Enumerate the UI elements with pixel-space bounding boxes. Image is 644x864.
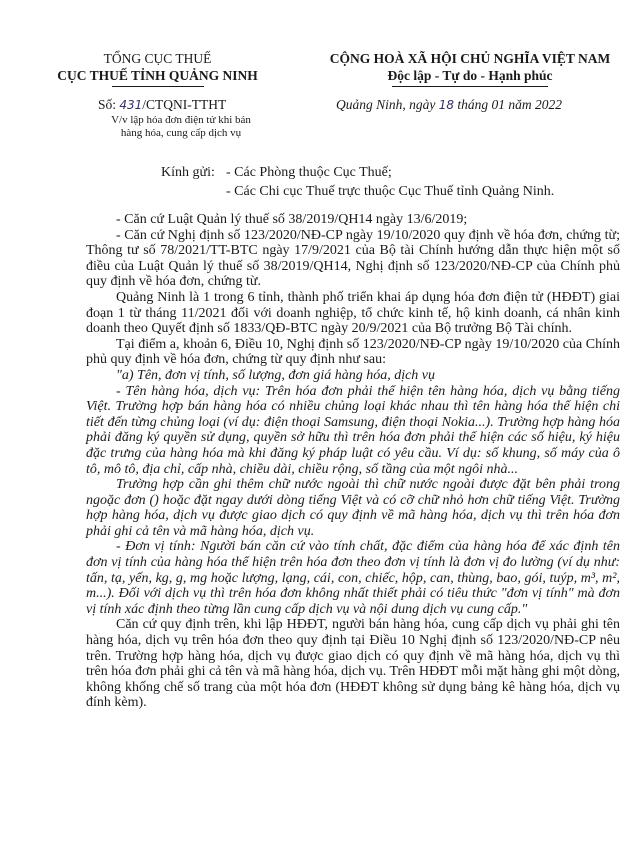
body-paragraph: - Căn cứ Luật Quản lý thuế số 38/2019/QH14 ngày 13/6/2019;: [116, 212, 468, 227]
body-paragraph: Căn cứ quy định trên, khi lập HĐĐT, người bán hàng hóa, cung cấp dịch vụ phải ghi tên hàng hóa, dịch vụ trên hóa đơn theo quy định tại Điều 10 Nghị định số 123/2020/NĐ-CP nêu trên. Trường hợp hàng hóa, dịch vụ được giao dịch có quy định về mã hàng hóa, dịch vụ thì trên hóa đơn phải ghi cả tên và mã hàng hóa, dịch vụ. Trên HĐĐT mỗi mặt hàng ghi một dòng, không khống chế số trang của một hóa đơn (HĐĐT không sử dụng bảng kê hàng hóa, dịch vụ đính kèm).: [86, 617, 620, 711]
office-name: CỤC THUẾ TỈNH QUẢNG NINH: [57, 68, 258, 83]
date-prefix: Quảng Ninh, ngày: [336, 97, 436, 112]
subject-line: V/v lập hóa đơn điện tử khi bán: [111, 114, 251, 126]
motto-underline: [392, 86, 548, 87]
document-subject: [96, 114, 266, 140]
date-suffix: tháng 01 năm 2022: [457, 97, 563, 112]
recipient-item: - Các Phòng thuộc Cục Thuế;: [226, 165, 392, 180]
quoted-paragraph: "a) Tên, đơn vị tính, số lượng, đơn giá hàng hóa, dịch vụ: [116, 367, 436, 383]
document-number-suffix: /CTQNI-TTHT: [142, 97, 227, 112]
date-day: 18: [438, 98, 455, 112]
quoted-paragraph: Trường hợp cần ghi thêm chữ nước ngoài thì chữ nước ngoài được đặt bên phải trong ngoặc đơn () hoặc đặt ngay dưới dòng tiếng Việt và có cỡ chữ nhỏ hơn chữ tiếng Việt. Trường hợp hàng hóa, dịch vụ được giao dịch có quy định về mã hàng hóa, dịch vụ thì trên hóa đơn phải ghi cả tên và mã hàng hóa, dịch vụ.: [86, 477, 620, 539]
nation-name: CỘNG HOÀ XÃ HỘI CHỦ NGHĨA VIỆT NAM: [329, 51, 611, 66]
recipient-item: - Các Chi cục Thuế trực thuộc Cục Thuế tỉnh Quảng Ninh.: [226, 184, 555, 199]
subject-line: hàng hóa, cung cấp dịch vụ: [120, 127, 242, 139]
issuer-header: [40, 50, 275, 84]
national-motto: Độc lập - Tự do - Hạnh phúc: [387, 68, 553, 83]
issuer-underline: [112, 86, 204, 87]
quoted-paragraph: - Đơn vị tính: Người bán căn cứ vào tính chất, đặc điểm của hàng hóa để xác định tên đơn vị tính của hàng hóa thể hiện trên hóa đơn theo đơn vị tính là đơn vị đo lường (ví dụ như: tấn, tạ, yến, kg, g, mg hoặc lượng, lạng, cái, con, chiếc, hộp, can, thùng, bao, gói, tuýp, m³, m², m...). Đối với dịch vụ thì trên hóa đơn không nhất thiết phải có tiêu thức "đơn vị tính" mà đơn vị tính xác định theo từng lần cung cấp dịch vụ và nội dung dịch vụ cung cấp.": [86, 539, 620, 617]
document-body: [86, 212, 620, 711]
body-paragraph: Tại điểm a, khoản 6, Điều 10, Nghị định số 123/2020/NĐ-CP ngày 19/10/2020 của Chính phủ quy định về hóa đơn, chứng từ quy định như sau:: [86, 336, 620, 368]
recipients-label: Kính gửi:: [161, 165, 215, 180]
body-paragraph: - Căn cứ Nghị định số 123/2020/NĐ-CP ngày 19/10/2020 quy định về hóa đơn, chứng từ; Thông tư số 78/2021/TT-BTC ngày 17/9/2021 của Bộ tài Chính hướng dẫn thực hiện một số điều của Luật Quản lý thuế số 38/2019/QH14, Nghị định số 123/2020/NĐ-CP của Chính phủ quy định về hóa đơn, chứng từ.: [86, 227, 620, 290]
document-number-value: 431: [119, 98, 143, 112]
national-header: [300, 50, 640, 84]
quoted-paragraph: - Tên hàng hóa, dịch vụ: Trên hóa đơn phải thể hiện tên hàng hóa, dịch vụ bằng tiếng Việt. Trường hợp bán hàng hóa có nhiều chủng loại khác nhau thì tên hàng hóa thể hiện chi tiết đến từng chủng loại (ví dụ: điện thoại Samsung, điện thoại Nokia...). Trường hợp hàng hóa phải đăng ký quyền sử dụng, quyền sở hữu thì trên hóa đơn phải thể hiện các số hiệu, ký hiệu đặc trưng của hàng hóa mà khi đăng ký pháp luật có yêu cầu. Ví dụ: số khung, số máy của ô tô, mô tô, địa chỉ, cấp nhà, chiều dài, chiều rộng, số tầng của một ngôi nhà...: [86, 383, 620, 477]
document-number-prefix: Số:: [98, 97, 117, 112]
body-paragraph: Quảng Ninh là 1 trong 6 tỉnh, thành phố triển khai áp dụng hóa đơn điện tử (HĐĐT) giai đoạn 1 từ tháng 11/2021 đối với doanh nghiệp, tổ chức kinh tế, hộ kinh doanh, cá nhân kinh doanh theo Quyết định số 1833/QĐ-BTC ngày 20/9/2021 của Bộ trưởng Bộ Tài chính.: [86, 289, 620, 337]
agency-name: TỔNG CỤC THUẾ: [103, 51, 212, 66]
issue-date: [336, 97, 562, 113]
document-number: [98, 97, 226, 113]
